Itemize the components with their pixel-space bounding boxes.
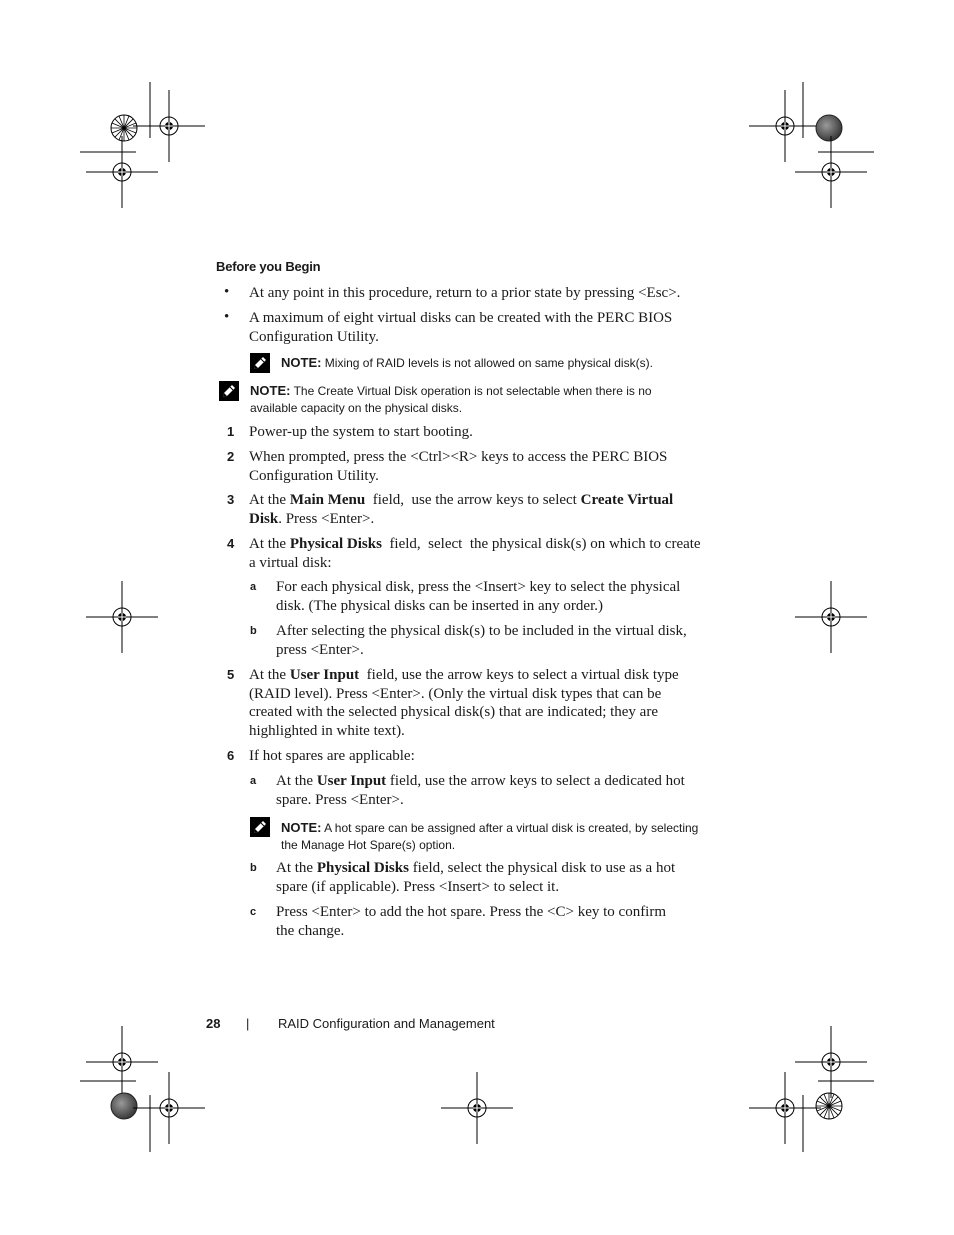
- step-text-segment: a virtual disk:: [249, 554, 332, 571]
- field-name-physical-disks: Physical Disks: [316, 860, 409, 876]
- bullet-item: At any point in this procedure, return to a prior state by pressing <Esc>.: [249, 285, 681, 301]
- step-text: [249, 666, 719, 740]
- field-name-physical-disks: Physical Disks: [289, 536, 382, 552]
- note-text-line2: available capacity on the physical disks.: [250, 401, 463, 415]
- step-text-segment: At the: [249, 536, 290, 552]
- substep-text-segment: field, select the physical disk to use as a hot: [408, 860, 676, 876]
- step-text-segment: highlighted in white text).: [249, 722, 405, 739]
- step-text-segment: (RAID level). Press <Enter>. (Only the virtual disk types that can be: [249, 685, 662, 702]
- note-label: NOTE:: [281, 355, 322, 370]
- step-text: Power-up the system to start booting.: [249, 424, 473, 440]
- substep-letter: a: [250, 775, 257, 787]
- substep-text: [276, 578, 716, 615]
- step-number: 2: [227, 449, 235, 464]
- step-text-segment: At the: [249, 492, 290, 508]
- step-number: 5: [227, 667, 235, 682]
- step-text: [249, 448, 719, 485]
- note-pencil-icon: [250, 817, 270, 837]
- step-text: [249, 491, 699, 528]
- note-hot-spare: [281, 819, 726, 854]
- option-create-virtual: Create Virtual: [580, 492, 674, 508]
- substep-text-line1: Press <Enter> to add the hot spare. Press the <C> key to confirm: [276, 904, 667, 920]
- note-pencil-icon: [219, 381, 239, 401]
- page-number: 28: [206, 1016, 221, 1031]
- bullet-item: A maximum of eight virtual disks can be created with the PERC BIOS Configuration Utility.: [249, 310, 673, 345]
- substep-text-segment: spare (if applicable). Press <Insert> to select it.: [276, 878, 560, 895]
- step-number: 1: [227, 424, 235, 439]
- step-number: 3: [227, 492, 235, 507]
- note-label: NOTE:: [281, 820, 322, 835]
- footer-chapter-title: RAID Configuration and Management: [278, 1016, 495, 1031]
- step-text-segment: created with the selected physical disk(s) that are indicated; they are: [249, 704, 658, 720]
- substep-text-line1: After selecting the physical disk(s) to be included in the virtual disk,: [276, 623, 687, 639]
- substep-text-segment: At the: [276, 860, 317, 876]
- note-text: Mixing of RAID levels is not allowed on same physical disk(s).: [324, 356, 653, 370]
- substep-text-line2: the change.: [276, 922, 345, 939]
- substep-text: [276, 903, 716, 940]
- step-text: If hot spares are applicable:: [249, 748, 415, 764]
- substep-text-line1: For each physical disk, press the <Insert> key to select the physical: [276, 579, 681, 595]
- substep-text: [276, 772, 716, 809]
- note-text-line1: The Create Virtual Disk operation is not selectable when there is no: [293, 384, 652, 398]
- substep-text-segment: field, use the arrow keys to select a dedicated hot: [386, 773, 685, 789]
- note-text-line1: A hot spare can be assigned after a virtual disk is created, by selecting: [324, 821, 699, 835]
- substep-letter: b: [250, 862, 257, 874]
- section-heading: Before you Begin: [216, 259, 321, 274]
- step-number: 6: [227, 748, 235, 763]
- step-text: [249, 535, 719, 572]
- option-disk: Disk: [249, 510, 279, 527]
- note-mixing-raid: [281, 354, 653, 372]
- field-name-user-input: User Input: [289, 667, 360, 683]
- note-pencil-icon: [250, 353, 270, 373]
- substep-text-segment: At the: [276, 773, 317, 789]
- substep-text: [276, 622, 716, 659]
- step-text-line1: When prompted, press the <Ctrl><R> keys to access the PERC BIOS: [249, 449, 668, 465]
- step-text-segment: At the: [249, 667, 290, 683]
- bullet-icon: •: [224, 284, 230, 300]
- substep-letter: a: [250, 581, 257, 593]
- step-text-segment: field, use the arrow keys to select a virtual disk type: [359, 667, 679, 683]
- footer-separator: |: [246, 1016, 250, 1031]
- note-label: NOTE:: [250, 383, 291, 398]
- field-name-main-menu: Main Menu: [289, 492, 366, 508]
- substep-text: [276, 859, 716, 896]
- step-text-segment: field, select the physical disk(s) on which to create: [381, 536, 701, 552]
- substep-text-segment: spare. Press <Enter>.: [276, 791, 404, 808]
- substep-letter: b: [250, 625, 257, 637]
- field-name-user-input: User Input: [316, 773, 387, 789]
- substep-text-line2: disk. (The physical disks can be inserted in any order.): [276, 597, 603, 614]
- bullet-icon: •: [224, 309, 230, 325]
- note-create-virtual-disk: [250, 382, 710, 417]
- note-text-line2: the Manage Hot Spare(s) option.: [281, 838, 456, 852]
- substep-letter: c: [250, 906, 257, 918]
- step-number: 4: [227, 536, 235, 551]
- substep-text-line2: press <Enter>.: [276, 641, 364, 658]
- step-text-segment: field, use the arrow keys to select: [365, 492, 581, 508]
- step-text-segment: . Press <Enter>.: [278, 510, 375, 527]
- step-text-line2: Configuration Utility.: [249, 467, 379, 484]
